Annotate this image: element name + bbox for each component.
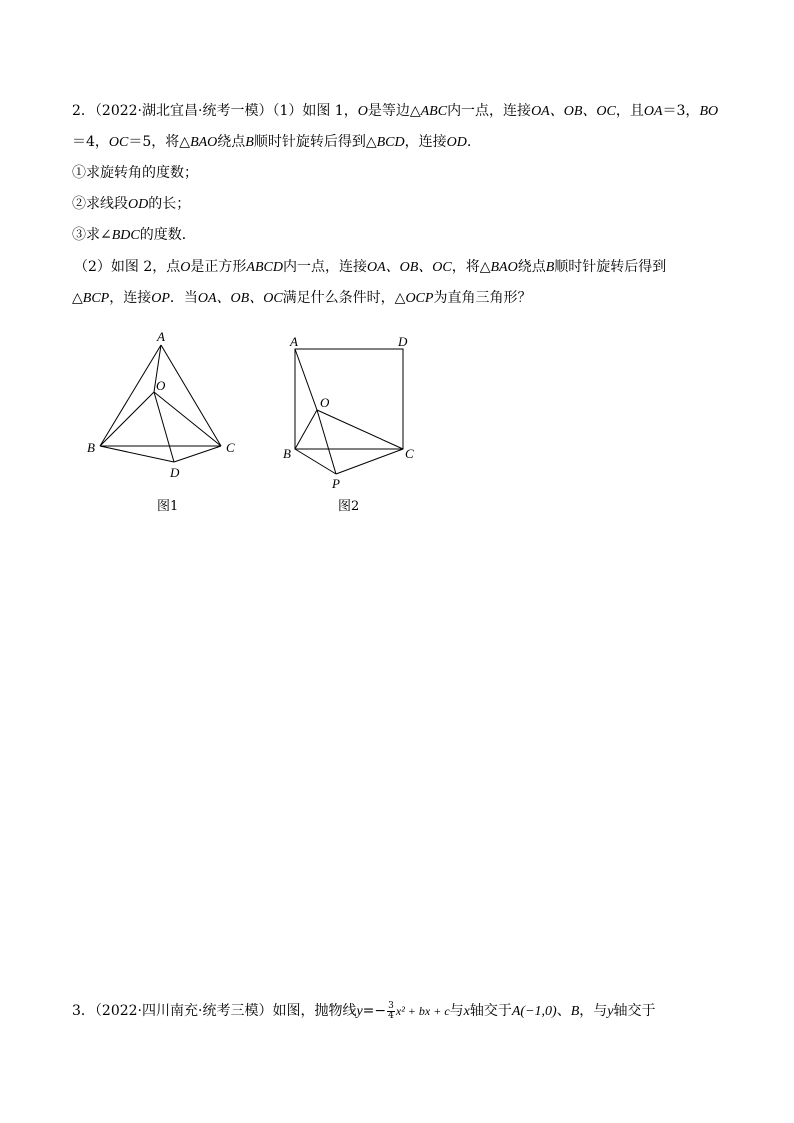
figure-1 [100, 345, 221, 462]
fig2-seg-OA [295, 349, 317, 410]
q2-line-2: ＝4，OC＝5，将△BAO绕点B顺时针旋转后得到△BCD，连接OD. [72, 134, 472, 150]
fig1-seg-BD [100, 446, 174, 462]
fig2-label-D: D [398, 334, 408, 349]
fig1-seg-CD [174, 446, 221, 462]
fig2-label-O: O [320, 395, 330, 410]
fig1-caption: 图1 [157, 499, 179, 514]
fig2-seg-CP [336, 449, 403, 474]
fig1-seg-AC [161, 345, 221, 446]
fig1-label-A: A [157, 329, 165, 344]
fig2-square-ABCD [295, 349, 403, 449]
fig2-seg-OB [295, 410, 317, 449]
figure-2 [295, 349, 403, 474]
q2-line-1: 2．（2022·湖北宜昌·统考一模）（1）如图 1，O是等边△ABC内一点，连接OA、OB、OC，且OA＝3，BO [72, 103, 719, 119]
fig2-label-P: P [332, 476, 340, 491]
q2-sub-1: ①求旋转角的度数； [72, 165, 198, 181]
fig2-seg-OC [317, 410, 403, 449]
q3-line-1: 3．（2022·四川南充·统考三模）如图，抛物线y=− $\frac{3}{4}$ x² + bx + c与x轴交于A(−1,0)、B，与y轴交于 [72, 1000, 656, 1021]
fig2-label-B: B [283, 446, 291, 461]
q2-part2-line-2: △BCP，连接OP．当OA、OB、OC满足什么条件时，△OCP为直角三角形？ [72, 290, 532, 306]
fig1-seg-AB [100, 345, 161, 446]
fig1-seg-OC [154, 392, 221, 446]
fig2-label-C: C [405, 446, 414, 461]
q2-sub-2: ②求线段OD的长； [72, 196, 191, 212]
fig2-caption: 图2 [338, 499, 360, 514]
fig1-seg-OB [100, 392, 154, 446]
fig1-label-C: C [226, 440, 235, 455]
fig1-label-B: B [87, 440, 95, 455]
q2-part2-line-1: （2）如图 2，点O是正方形ABCD内一点，连接OA、OB、OC，将△BAO绕点B顺时针旋转后得到 [74, 259, 667, 275]
q3-fraction: $\frac{3}{4}$ [388, 1000, 394, 1021]
fig2-label-A: A [290, 334, 298, 349]
q2-sub-3: ③求∠BDC的度数． [72, 227, 196, 243]
fig1-label-D: D [170, 465, 180, 480]
fig1-label-O: O [156, 378, 166, 393]
fig1-seg-OD [154, 392, 174, 462]
